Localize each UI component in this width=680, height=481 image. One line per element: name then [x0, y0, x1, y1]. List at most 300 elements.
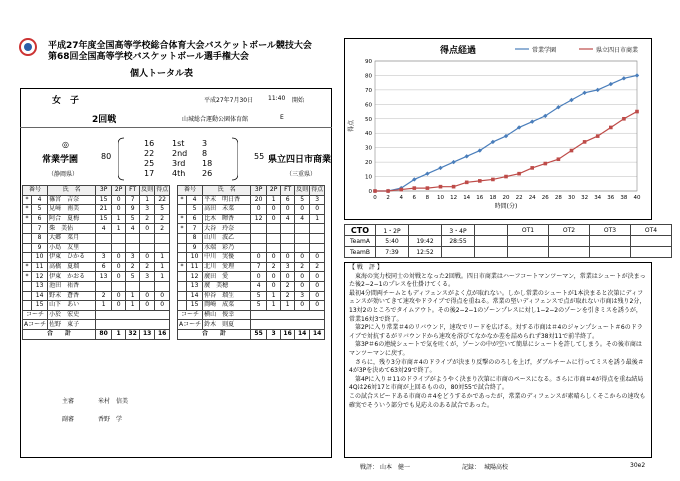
comment-body	[349, 273, 647, 411]
cell-no: 7	[32, 224, 48, 234]
cell-pts: 2	[155, 224, 170, 234]
cell-pts	[310, 233, 325, 243]
total-ft: 32	[126, 329, 140, 339]
quarter-home-score: 16	[144, 139, 155, 148]
cto-cell: 19:42	[409, 236, 442, 247]
score-progress-chart	[345, 39, 651, 219]
data-point	[426, 186, 430, 190]
cell-ft	[126, 243, 140, 253]
staff-row	[23, 310, 170, 320]
cell-name: 野末 蒼香	[48, 291, 96, 301]
data-point	[582, 91, 586, 95]
table-row	[23, 233, 170, 243]
y-tick-label: 60	[365, 102, 372, 109]
cell-p2	[267, 224, 281, 234]
cell-f: 0	[295, 205, 310, 215]
cell-f: 2	[140, 262, 155, 272]
total-f: 13	[140, 329, 155, 339]
cell-ft: 5	[126, 214, 140, 224]
cell-p2: 1	[267, 195, 281, 205]
quarter-label: 3rd	[172, 159, 186, 168]
y-tick-label: 80	[365, 73, 372, 80]
total-ft: 16	[281, 329, 295, 339]
cell-p2: 0	[112, 291, 126, 301]
total-tp: 80	[96, 329, 112, 339]
y-tick-label: 30	[365, 145, 372, 152]
quarter-away-score: 3	[202, 139, 208, 148]
cell-tp: 3	[96, 253, 112, 263]
table-row	[23, 262, 170, 272]
staff-name: 鈴木 則夏	[203, 320, 251, 330]
cell-pts: 3	[310, 195, 325, 205]
cto-row	[345, 236, 672, 247]
tournament-logo-icon	[19, 38, 37, 56]
table-row	[23, 253, 170, 263]
plot-area	[375, 61, 637, 191]
cto-cell: 28:55	[442, 236, 475, 247]
cell-p2: 1	[267, 291, 281, 301]
cell-p2: 0	[267, 253, 281, 263]
cell-name: 高田 未菜	[203, 205, 251, 215]
cell-no: 15	[32, 301, 48, 311]
data-point	[544, 162, 548, 166]
cell-name: 山川 波乙	[203, 233, 251, 243]
cell-pts: 2	[310, 262, 325, 272]
cell-no: 7	[187, 224, 203, 234]
cell-pts: 0	[155, 291, 170, 301]
cto-cell	[442, 247, 475, 258]
x-tick-label: 32	[581, 195, 589, 201]
staff-name: 横山 俊幸	[203, 310, 251, 320]
data-point	[439, 185, 443, 189]
cell-tp	[96, 233, 112, 243]
column-header: 3P	[251, 186, 267, 196]
cell-name: 伊東 ひかる	[48, 253, 96, 263]
cell-tp: 12	[251, 214, 267, 224]
cell-mark: *	[23, 205, 32, 215]
cell-ft: 2	[126, 262, 140, 272]
cell-mark: *	[178, 262, 187, 272]
cell-no: 13	[32, 281, 48, 291]
quarter-home-score: 17	[144, 169, 155, 178]
cell-mark: *	[23, 195, 32, 205]
cell-mark: *	[23, 214, 32, 224]
table-row	[178, 233, 325, 243]
total-row	[178, 329, 325, 339]
cell-tp: 0	[251, 253, 267, 263]
cell-ft: 7	[126, 195, 140, 205]
cell-f	[295, 224, 310, 234]
cell-p2: 2	[267, 262, 281, 272]
game-date: 平成27年7月30日	[204, 97, 254, 104]
data-point	[609, 82, 613, 86]
cell-p2	[112, 233, 126, 243]
cell-no: 5	[187, 205, 203, 215]
cell-no: 6	[187, 214, 203, 224]
timeout-table	[344, 224, 672, 258]
table-row	[178, 262, 325, 272]
x-tick-label: 6	[412, 195, 417, 201]
home-mark: ◎	[62, 140, 69, 149]
cell-mark	[178, 281, 187, 291]
staff-row	[23, 320, 170, 330]
game-time: 11:40	[268, 95, 286, 102]
quarter-label: 1st	[172, 139, 185, 148]
cell-tp: 1	[96, 301, 112, 311]
data-point	[491, 178, 495, 182]
cell-name: 大郷 菜月	[48, 233, 96, 243]
cto-cell: 7:39	[376, 247, 409, 258]
cell-name: 岡崎 成菜	[203, 301, 251, 311]
cell-ft: 0	[281, 253, 295, 263]
court-label: E	[280, 114, 284, 121]
cto-cell	[631, 236, 672, 247]
cell-name: 大谷 玲奈	[203, 224, 251, 234]
cell-name: 小島 友里	[48, 243, 96, 253]
x-tick-label: 18	[489, 195, 497, 201]
cell-mark	[178, 253, 187, 263]
column-header: 反則	[141, 186, 154, 194]
cell-p2: 0	[112, 301, 126, 311]
cell-tp: 4	[251, 281, 267, 291]
comment-paragraph: 第2Pに入り常業＃4のリバウンド，速攻でリードを広げる。対する市商は＃4のジャンプシュート＃6のドライブで対抗するがリバウンドから速攻を浴びてなかなか差を詰められず38対11で前半終了。	[349, 324, 643, 340]
comment-paragraph: さらに，残り3分市商＃4のドライブが決まり反撃ののろしを上げ，ダブルチームに行ってミスを誘う最後＃4が3Pを決めて63対29で終了。	[349, 358, 644, 375]
cto-cell	[631, 247, 672, 258]
cell-f: 0	[140, 301, 155, 311]
total-label: 合 計	[178, 329, 251, 339]
y-tick-label: 0	[368, 189, 372, 195]
total-f: 14	[295, 329, 310, 339]
venue-label: 山城総合運動公園体育館	[182, 116, 249, 123]
cell-pts: 0	[310, 301, 325, 311]
cell-tp	[96, 281, 112, 291]
cell-ft: 4	[126, 224, 140, 234]
data-point	[635, 73, 639, 77]
data-point	[596, 88, 600, 92]
header-line1: 平成27年度全国高等学校総合体育大会バスケットボール競技大会	[48, 41, 312, 51]
y-axis-label: 得点	[348, 119, 355, 133]
cell-tp	[251, 233, 267, 243]
cto-header: OT1	[508, 225, 549, 236]
cell-f	[140, 233, 155, 243]
cell-ft: 2	[281, 281, 295, 291]
cell-no: 4	[187, 195, 203, 205]
cell-ft: 5	[126, 272, 140, 282]
x-axis-label: 時間(分)	[494, 203, 518, 210]
cell-p2: 0	[112, 205, 126, 215]
cell-no: 13	[187, 281, 203, 291]
x-tick-label: 8	[425, 195, 430, 201]
data-point	[451, 160, 455, 164]
cell-ft: 4	[281, 214, 295, 224]
cell-no: 14	[187, 291, 203, 301]
cell-p2	[267, 233, 281, 243]
chief-referee-name: 米村 信美	[98, 398, 129, 405]
cell-p2: 0	[112, 253, 126, 263]
x-tick-label: 26	[541, 195, 549, 201]
cell-name: 仲谷 瑠生	[203, 291, 251, 301]
cell-name: 比木 暉香	[203, 214, 251, 224]
quarter-away-score: 26	[202, 169, 213, 178]
cell-no: 4	[32, 195, 48, 205]
total-tp: 55	[251, 329, 267, 339]
category-label: 女 子	[52, 96, 80, 106]
cell-ft: 0	[281, 205, 295, 215]
data-point	[596, 134, 600, 138]
cell-f	[140, 281, 155, 291]
cell-mark	[23, 253, 32, 263]
cell-tp: 13	[96, 272, 112, 282]
quarter-away-score: 18	[202, 159, 213, 168]
page-number: 30e2	[630, 462, 646, 469]
cell-pts: 1	[155, 262, 170, 272]
cell-tp: 7	[251, 262, 267, 272]
cto-header: 3・4P	[442, 225, 475, 236]
data-point	[425, 171, 429, 175]
cell-ft: 1	[281, 301, 295, 311]
data-point	[399, 188, 403, 192]
data-point	[622, 76, 626, 80]
cell-mark	[178, 205, 187, 215]
chart-title: 得点経過	[440, 46, 477, 56]
cto-cell	[508, 247, 549, 258]
column-header: FT	[281, 186, 295, 196]
cell-tp: 6	[96, 262, 112, 272]
away-team-name: 県立四日市商業	[268, 155, 332, 165]
staff-blank	[251, 320, 325, 330]
game-commentary	[344, 262, 652, 458]
cell-ft: 0	[281, 272, 295, 282]
column-header: 番号	[178, 186, 203, 196]
x-tick-label: 12	[450, 195, 458, 201]
umpire-label: 副審	[62, 416, 75, 423]
data-point	[452, 185, 456, 189]
home-box-table	[22, 185, 170, 340]
cell-f	[295, 243, 310, 253]
cell-no: 12	[187, 272, 203, 282]
table-row	[178, 224, 325, 234]
cto-header: 1・2P	[376, 225, 409, 236]
table-row	[178, 214, 325, 224]
cell-no: 12	[32, 272, 48, 282]
cto-header	[475, 225, 508, 236]
cell-f: 0	[140, 291, 155, 301]
cell-pts: 0	[310, 281, 325, 291]
cell-pts: 5	[155, 205, 170, 215]
cell-ft: 3	[126, 253, 140, 263]
doc-title: 個人トータル表	[130, 69, 194, 79]
staff-row	[178, 310, 325, 320]
x-tick-label: 40	[633, 195, 641, 201]
cell-tp: 15	[96, 195, 112, 205]
cell-ft	[281, 224, 295, 234]
cell-mark: *	[178, 214, 187, 224]
cell-f: 0	[295, 281, 310, 291]
cell-f: 3	[140, 205, 155, 215]
table-row	[178, 243, 325, 253]
table-row	[23, 195, 170, 205]
column-header: 3P	[96, 186, 112, 196]
cell-no: 14	[32, 291, 48, 301]
home-team-pref: （静岡県）	[48, 171, 79, 178]
staff-blank	[96, 320, 170, 330]
data-point	[517, 172, 521, 176]
cell-p2	[267, 243, 281, 253]
cell-pts: 0	[310, 291, 325, 301]
staff-blank	[251, 310, 325, 320]
cell-ft: 6	[281, 195, 295, 205]
cell-ft: 9	[126, 205, 140, 215]
cto-header: OT3	[590, 225, 631, 236]
cell-f: 4	[295, 214, 310, 224]
table-header-row	[178, 186, 325, 196]
quarter-home-score: 22	[144, 149, 155, 158]
legend-label: 県立四日市商業	[596, 47, 639, 54]
column-header: 得点	[311, 186, 324, 194]
cell-pts: 0	[310, 272, 325, 282]
cell-mark: *	[178, 224, 187, 234]
staff-role: Aコーチ	[179, 320, 202, 328]
cell-f: 0	[140, 224, 155, 234]
cell-pts: 2	[155, 214, 170, 224]
cto-cell	[508, 236, 549, 247]
game-start-label: 開始	[292, 97, 305, 104]
staff-row	[178, 320, 325, 330]
cell-tp: 4	[96, 224, 112, 234]
total-pts: 16	[155, 329, 170, 339]
cell-p2: 0	[267, 281, 281, 291]
cto-cell	[549, 247, 590, 258]
cell-p2: 1	[112, 214, 126, 224]
cell-ft	[281, 233, 295, 243]
table-row	[178, 301, 325, 311]
staff-blank	[96, 310, 170, 320]
cell-name: 篠宮 吉奈	[48, 195, 96, 205]
cell-p2: 0	[267, 214, 281, 224]
cell-p2: 0	[112, 262, 126, 272]
table-row	[23, 224, 170, 234]
home-team-name: 常業学園	[42, 155, 79, 165]
cell-p2	[112, 243, 126, 253]
cell-mark	[23, 291, 32, 301]
table-row	[23, 214, 170, 224]
cell-pts: 1	[310, 214, 325, 224]
column-header: 氏 名	[203, 186, 251, 196]
column-header: 得点	[156, 186, 169, 194]
round-label: 2回戦	[92, 115, 117, 125]
cell-ft: 2	[281, 291, 295, 301]
cell-pts: 1	[155, 272, 170, 282]
comment-heading: 【 戦 評 】	[349, 264, 383, 271]
x-tick-label: 14	[463, 195, 471, 201]
cell-ft	[126, 281, 140, 291]
cell-name: 阿合 夏梅	[48, 214, 96, 224]
cto-row	[345, 247, 672, 258]
cto-cell	[475, 247, 508, 258]
cell-p2: 0	[112, 272, 126, 282]
cell-name: 北川 愛理	[203, 262, 251, 272]
comment-paragraph: 東海の実力校同士の対戦となった2回戦。四日市商業はハーフコートマンツーマン，常業はシュートが決まった後2−2−1のプレスを仕掛けてくる。	[349, 272, 646, 289]
column-header: 氏 名	[48, 186, 96, 196]
cell-pts: 22	[155, 195, 170, 205]
data-point	[530, 119, 534, 123]
cell-tp	[251, 224, 267, 234]
cell-pts	[310, 224, 325, 234]
staff-role: コーチ	[23, 310, 48, 320]
table-row	[23, 301, 170, 311]
cell-tp: 0	[251, 205, 267, 215]
cell-pts: 0	[310, 253, 325, 263]
cell-mark	[178, 233, 187, 243]
column-header: 番号	[23, 186, 48, 196]
cell-no: 10	[32, 253, 48, 263]
table-row	[178, 281, 325, 291]
x-tick-label: 2	[386, 195, 390, 201]
column-header: 2P	[267, 186, 281, 196]
cell-mark	[178, 301, 187, 311]
x-tick-label: 22	[515, 195, 523, 201]
table-row	[23, 205, 170, 215]
staff-name: 佐野 東子	[48, 320, 96, 330]
cell-mark: *	[178, 195, 187, 205]
staff-role: Aコーチ	[24, 320, 47, 328]
data-point	[413, 186, 417, 190]
data-point	[465, 154, 469, 158]
cell-f	[295, 233, 310, 243]
staff-role: コーチ	[178, 310, 203, 320]
cell-name: 高橋 夏瑠	[48, 262, 96, 272]
cto-cell	[590, 247, 631, 258]
cell-mark	[23, 224, 32, 234]
cto-cell: 12:52	[409, 247, 442, 258]
data-point	[569, 98, 573, 102]
divider	[20, 127, 332, 128]
x-tick-label: 20	[502, 195, 510, 201]
column-header: FT	[126, 186, 140, 196]
y-tick-label: 50	[365, 116, 372, 123]
cell-pts	[310, 243, 325, 253]
table-row	[23, 272, 170, 282]
cell-no: 15	[187, 301, 203, 311]
cell-p2	[112, 281, 126, 291]
cell-p2: 0	[267, 272, 281, 282]
data-point	[635, 110, 639, 114]
cell-no: 8	[187, 233, 203, 243]
cell-no: 9	[32, 243, 48, 253]
cto-cell	[590, 236, 631, 247]
data-point	[583, 140, 587, 144]
cell-mark	[178, 243, 187, 253]
data-point	[530, 166, 534, 170]
cell-mark	[23, 233, 32, 243]
x-tick-label: 4	[399, 195, 403, 201]
cell-f: 1	[140, 195, 155, 205]
data-point	[386, 189, 390, 193]
table-row	[178, 253, 325, 263]
cell-p2: 0	[267, 205, 281, 215]
cell-no: 11	[187, 262, 203, 272]
cell-ft: 1	[126, 301, 140, 311]
cell-name: 平末 明日香	[203, 195, 251, 205]
cell-f: 5	[295, 195, 310, 205]
cto-cell: 5:40	[376, 236, 409, 247]
x-tick-label: 38	[620, 195, 628, 201]
cell-ft	[281, 243, 295, 253]
cell-name: 見﨑 南美	[48, 205, 96, 215]
away-score: 55	[254, 152, 265, 161]
table-row	[178, 291, 325, 301]
cell-name: 中川 実優	[203, 253, 251, 263]
